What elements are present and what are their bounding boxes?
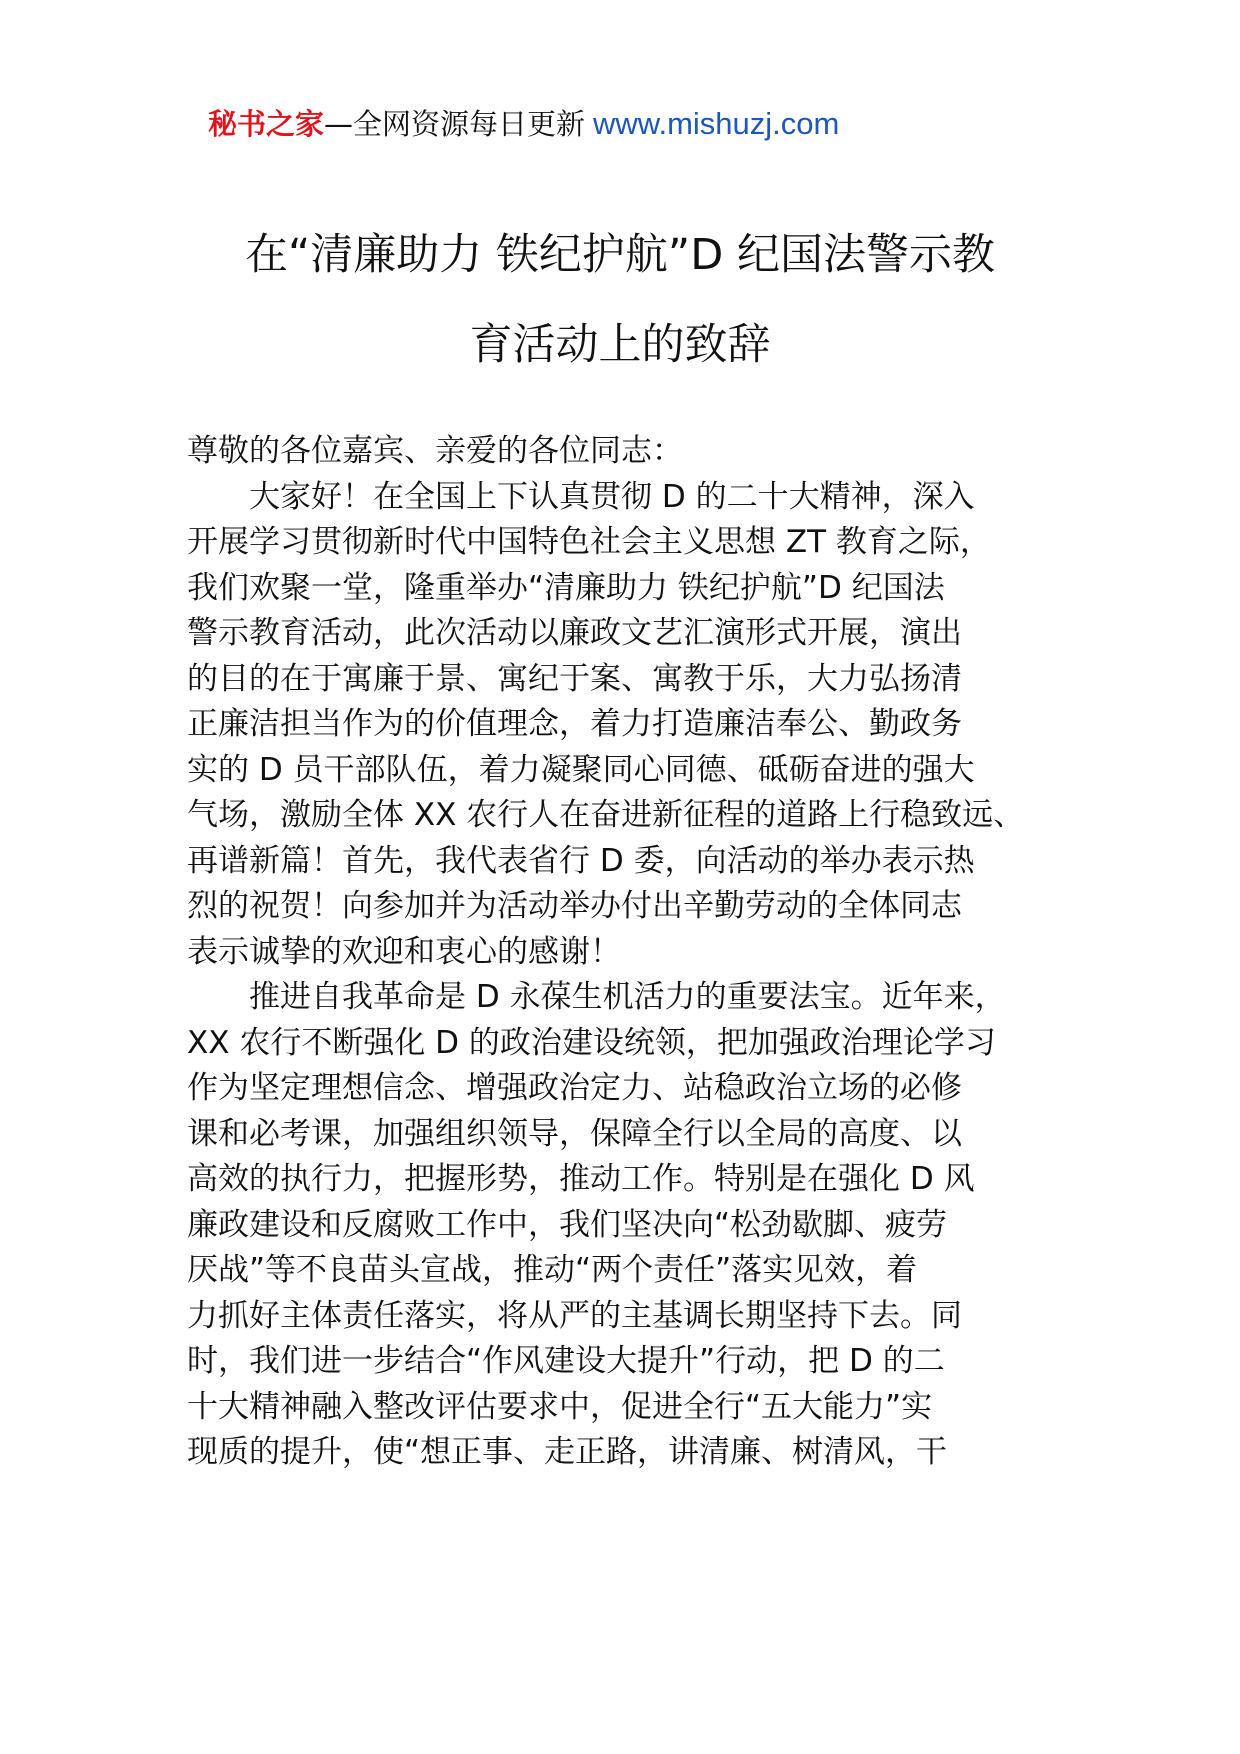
site-header: [208, 100, 1108, 148]
paragraph-line: 课和必考课，加强组织领导，保障全行以全局的高度、以: [187, 1115, 962, 1152]
paragraph-line: 力抓好主体责任落实，将从严的主基调长期坚持下去。同: [187, 1297, 962, 1334]
title-line-1: 在“清廉助力 铁纪护航”D 纪国法警示教: [244, 230, 995, 280]
paragraph-line: 十大精神融入整改评估要求中，促进全行“五大能力”实: [187, 1388, 933, 1425]
paragraph-line: 再谱新篇！首先，我代表省行 D 委，向活动的举办表示热: [187, 842, 975, 879]
salutation: 尊敬的各位嘉宾、亲爱的各位同志：: [187, 433, 683, 469]
site-url-link[interactable]: www.mishuzj.com: [593, 106, 840, 141]
paragraph-line: 现质的提升，使“想正事、走正路，讲清廉、树清风，干: [187, 1434, 948, 1470]
paragraph-line: 正廉洁担当作为的价值理念，着力打造廉洁奉公、勤政务: [187, 706, 962, 742]
paragraph-line: 大家好！在全国上下认真贯彻 D 的二十大精神，深入: [249, 478, 975, 515]
paragraph-line: 气场，激励全体 XX 农行人在奋进新征程的道路上行稳致远、: [187, 797, 1025, 833]
paragraph-line: 时，我们进一步结合“作风建设大提升”行动，把 D 的二: [187, 1343, 945, 1379]
paragraph-line: 实的 D 员干部队伍，着力凝聚同心同德、砥砺奋进的强大: [187, 751, 975, 788]
brand-name: 秘书之家: [208, 107, 325, 141]
paragraph-line: 廉政建设和反腐败工作中，我们坚决向“松劲歇脚、疲劳: [187, 1206, 948, 1243]
title-line-2: 育活动上的致辞: [469, 320, 771, 370]
paragraph-line: 我们欢聚一堂，隆重举办“清廉助力 铁纪护航”D 纪国法: [187, 569, 945, 606]
paragraph-line: 警示教育活动，此次活动以廉政文艺汇演形式开展，演出: [187, 615, 962, 651]
paragraph-line: 高效的执行力，把握形势，推动工作。特别是在强化 D 风: [187, 1161, 975, 1197]
document-title: [150, 210, 1090, 390]
header-tagline: —全网资源每日更新: [324, 107, 586, 141]
paragraph-line: 作为坚定理想信念、增强政治定力、站稳政治立场的必修: [187, 1070, 962, 1106]
paragraph-line: 开展学习贯彻新时代中国特色社会主义思想 ZT 教育之际，: [187, 524, 991, 560]
paragraph-line: XX 农行不断强化 D 的政治建设统领，把加强政治理论学习: [187, 1024, 996, 1061]
paragraph-line: 厌战”等不良苗头宣战，推动“两个责任”落实见效，着: [187, 1252, 918, 1288]
paragraph-line: 的目的在于寓廉于景、寓纪于案、寓教于乐，大力弘扬清: [187, 660, 962, 697]
document-body: [187, 429, 1067, 1476]
paragraph-line: 表示诚挚的欢迎和衷心的感谢！: [187, 933, 621, 970]
paragraph-line: 推进自我革命是 D 永葆生机活力的重要法宝。近年来，: [249, 979, 1006, 1015]
paragraph-line: 烈的祝贺！向参加并为活动举办付出辛勤劳动的全体同志: [187, 888, 962, 924]
